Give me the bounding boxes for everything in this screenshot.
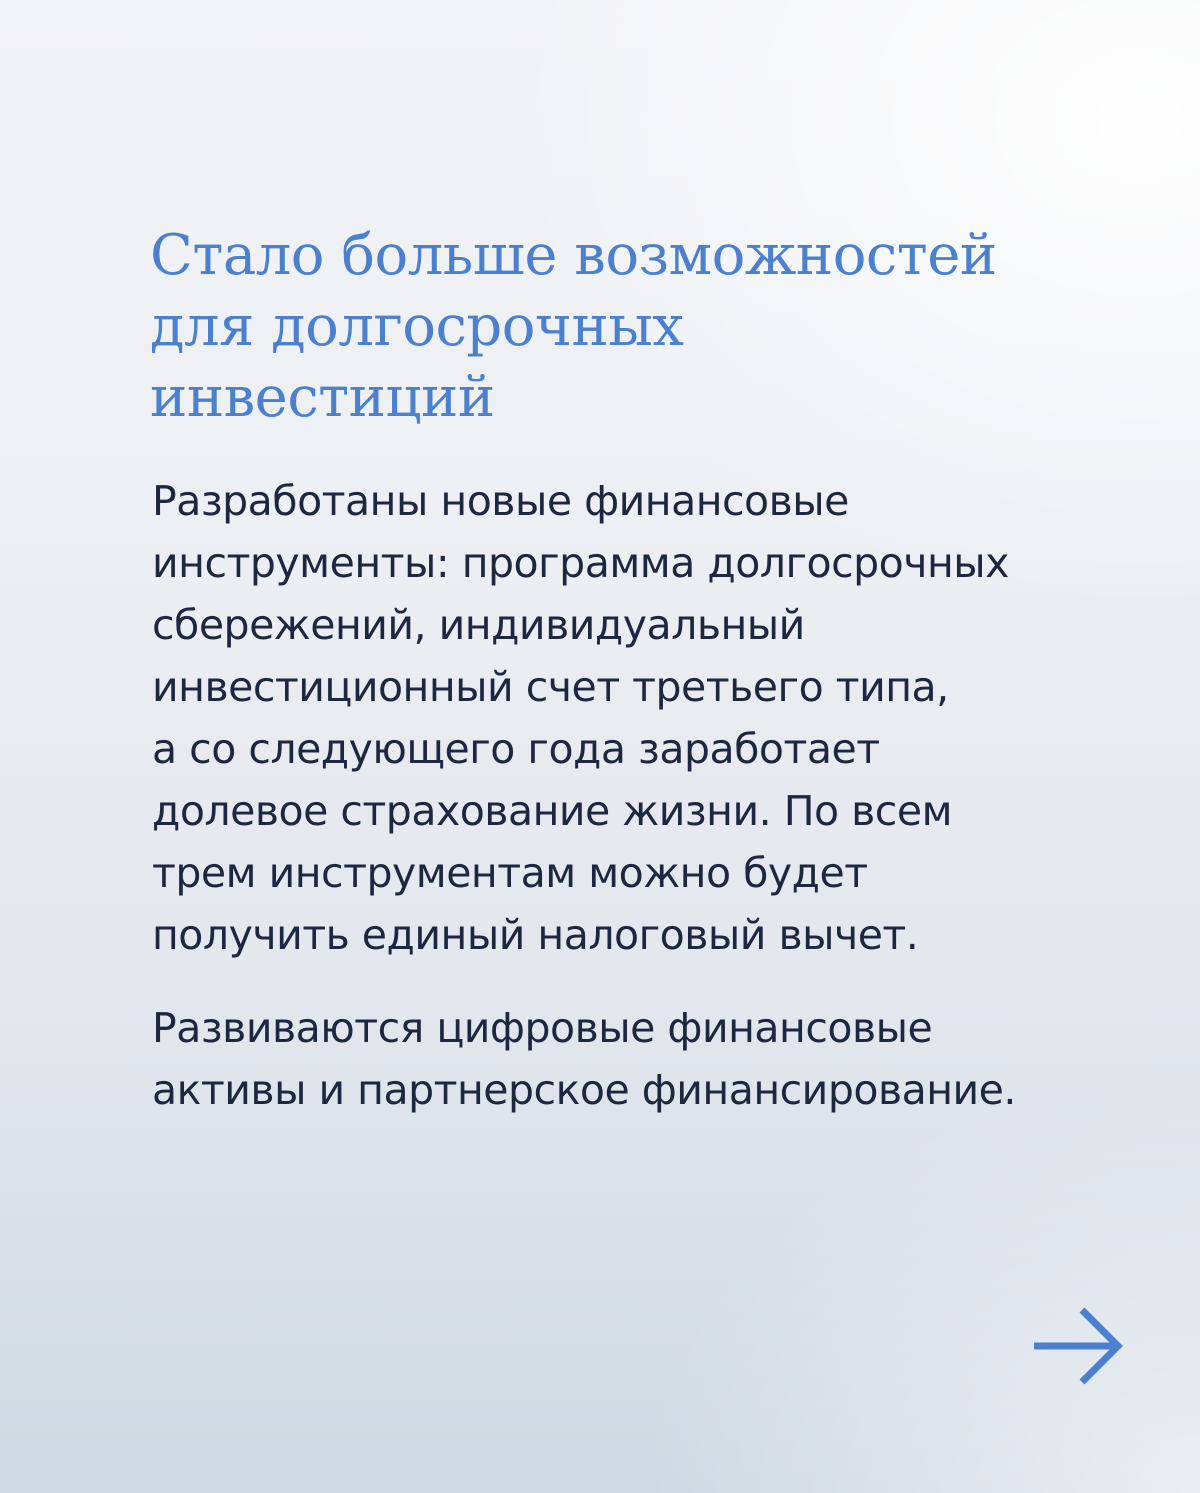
title-line: Стало больше возможностей (150, 223, 997, 288)
arrow-right-icon[interactable] (1030, 1305, 1126, 1387)
paragraph-line: сбережений, индивидуальный (152, 601, 805, 649)
paragraph-line: инвестиционный счет третьего типа, (152, 663, 949, 711)
paragraph-line: долевое страхование жизни. По всем (152, 787, 952, 835)
title-line: инвестиций (150, 365, 495, 430)
title-line: для долгосрочных (150, 294, 684, 359)
paragraph-digital-assets (152, 997, 1142, 1121)
paragraph-line: инструменты: программа долгосрочных (152, 539, 1009, 587)
paragraph-line: а со следующего года заработает (152, 725, 880, 773)
paragraph-line: трем инструментам можно будет (152, 849, 868, 897)
slide-title (150, 220, 1110, 433)
paragraph-line: Развиваются цифровые финансовые (152, 1004, 933, 1052)
paragraph-line: активы и партнерское финансирование. (152, 1066, 1016, 1114)
paragraph-instruments (152, 470, 1142, 966)
paragraph-line: Разработаны новые финансовые (152, 477, 849, 525)
paragraph-line: получить единый налоговый вычет. (152, 911, 919, 959)
